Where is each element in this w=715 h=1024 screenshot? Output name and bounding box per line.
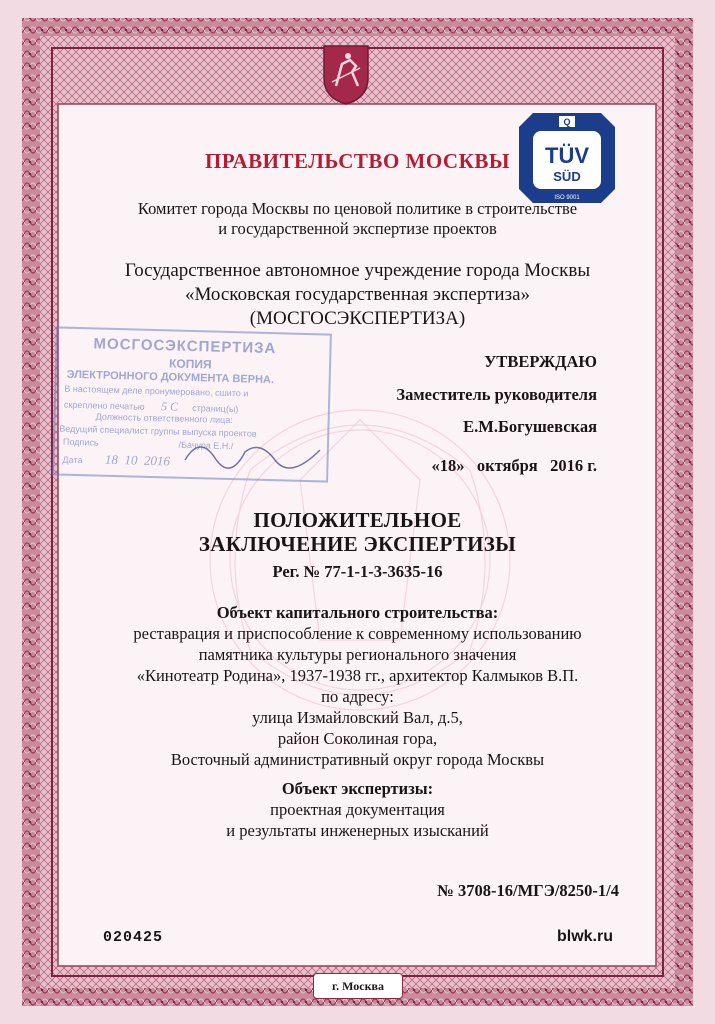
expertise-heading: Объект экспертизы: <box>281 779 434 798</box>
signature-scribble <box>180 430 330 475</box>
object-line-1: реставрация и приспособление к современному использованию <box>133 624 582 643</box>
registration-number: Рег. № 77-1-1-3-3635-16 <box>272 562 443 581</box>
institution-line-2: «Московская государственная экспертиза» <box>184 284 531 305</box>
city-label: г. Москва <box>313 973 403 999</box>
institution-line-3: (МОСГОСЭКСПЕРТИЗА) <box>249 308 466 329</box>
tuv-sub-text: SÜD <box>553 169 581 184</box>
stamp-line-2: КОПИЯ <box>168 356 212 372</box>
approver-position: Заместитель руководителя <box>396 385 597 404</box>
expertise-line-1: проектная документация <box>270 800 445 819</box>
serial-number: 020425 <box>103 929 164 946</box>
tuv-main-text: TÜV <box>545 143 589 168</box>
conclusion-title-1: ПОЛОЖИТЕЛЬНОЕ <box>253 508 462 532</box>
stamp-line-6: Должность ответственного лица: <box>95 411 233 426</box>
object-line-2: памятника культуры регионального значения <box>198 645 517 664</box>
website-label: blwk.ru <box>556 928 613 945</box>
committee-line-2: и государственной экспертизе проектов <box>218 219 497 238</box>
stamp-line-5: скреплено печатью 5 С страниц(ы) <box>63 399 239 415</box>
object-line-3: «Кинотеатр Родина», 1937-1938 гг., архитектор Калмыков В.П. <box>136 666 579 685</box>
stamp-line-9: Дата 18 10 2016 <box>62 451 171 469</box>
object-heading: Объект капитального строительства: <box>216 603 499 622</box>
object-line-4: по адресу: <box>321 687 394 706</box>
stamp-line-3: ЭЛЕКТРОННОГО ДОКУМЕНТА ВЕРНА. <box>66 368 275 387</box>
institution-line-1: Государственное автономное учреждение города Москвы <box>124 260 591 281</box>
expertise-line-2: и результаты инженерных изысканий <box>226 821 489 840</box>
stamp-line-1: МОСГОСЭКСПЕРТИЗА <box>93 335 277 358</box>
committee-line-1: Комитет города Москвы по ценовой политике в строительстве <box>137 199 578 218</box>
government-heading: ПРАВИТЕЛЬСТВО МОСКВЫ <box>205 149 510 173</box>
object-line-5: улица Измайловский Вал, д.5, <box>252 708 463 727</box>
conclusion-title-2: ЗАКЛЮЧЕНИЕ ЭКСПЕРТИЗЫ <box>198 532 517 556</box>
stamp-line-8: Подпись /Бачура Е.Н./ <box>62 436 234 452</box>
stamp-line-4: В настоящем деле пронумеровано, сшито и <box>64 383 249 399</box>
approval-date: «18» октября 2016 г. <box>431 456 597 475</box>
approver-name: Е.М.Богушевская <box>463 417 597 436</box>
approve-label: УТВЕРЖДАЮ <box>484 352 597 371</box>
stamp-line-7: Ведущий специалист группы выпуска проектов <box>59 423 257 439</box>
object-line-6: район Соколиная гора, <box>277 729 438 748</box>
object-line-7: Восточный административный округ города Москвы <box>170 750 545 769</box>
document-number: № 3708-16/МГЭ/8250-1/4 <box>437 881 619 900</box>
tuv-iso-text: ISO 9001 <box>554 195 580 201</box>
tuv-badge-text: Q <box>563 117 571 127</box>
moscow-coat-of-arms-icon <box>318 42 374 106</box>
